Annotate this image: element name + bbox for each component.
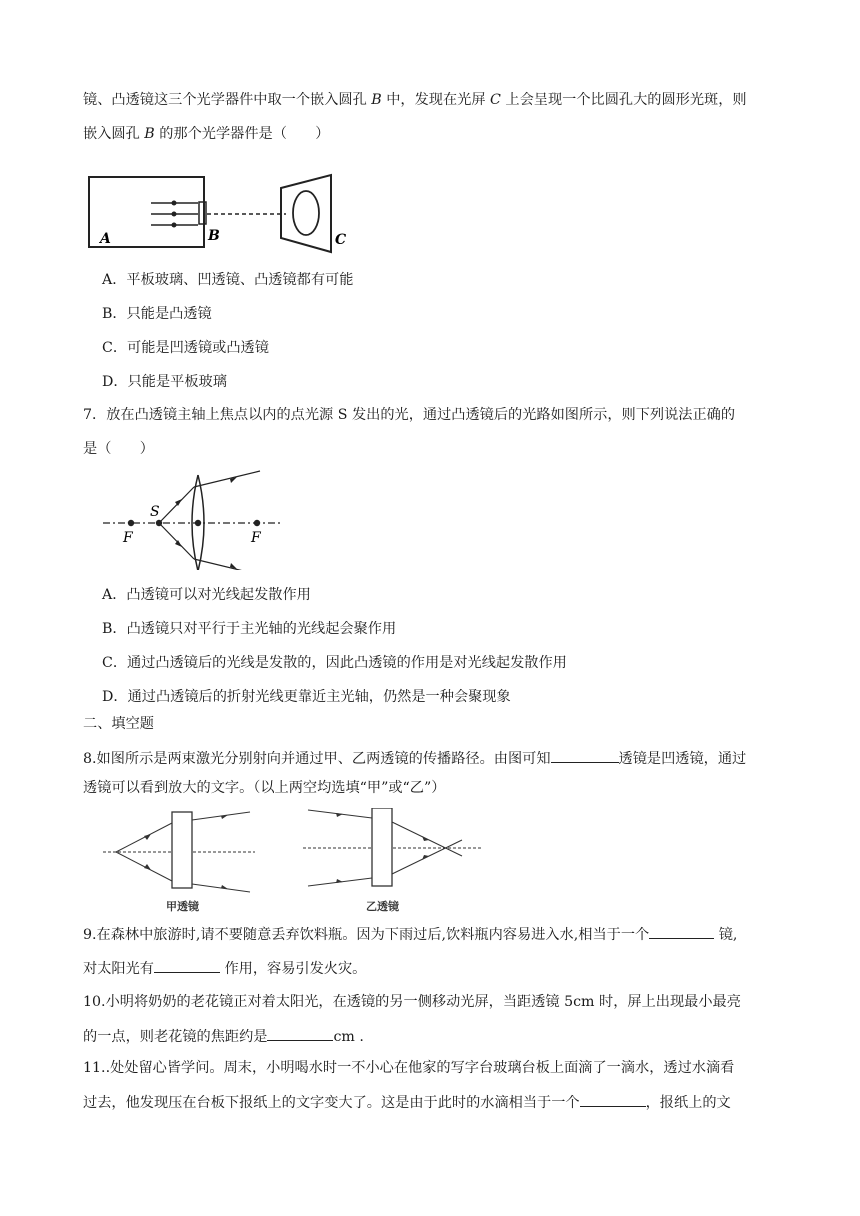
q10-line2: 的一点，则老花镜的焦距约是 cm . (83, 1026, 790, 1047)
fig-label-s: S (150, 504, 160, 520)
q6-stem-line1: 镜、凸透镜这三个光学器件中取一个嵌入圆孔 B 中，发现在光屏 C 上会呈现一个比圆孔大的圆形光斑，则 (83, 92, 747, 108)
q10-line1: 10.小明将奶奶的老花镜正对着太阳光，在透镜的另一侧移动光屏，当距透镜 5cm 时，屏上出现最小最亮 (83, 994, 741, 1010)
fig-label-a: A (100, 231, 111, 247)
q6-figure (86, 170, 356, 254)
q6-option-b[interactable]: B．只能是凸透镜 (102, 306, 212, 322)
fig-label-f-right: F (251, 530, 261, 546)
q8-figure-jia (100, 808, 260, 916)
q8-line1: 8.如图所示是两束激光分别射向并通过甲、乙两透镜的传播路径。由图可知 透镜是凹透镜，通过 (83, 748, 790, 769)
q8-line2: 透镜可以看到放大的文字。（以上两空均选填“甲”或“乙”） (83, 780, 446, 796)
q6-stem-line2: 嵌入圆孔 B 的那个光学器件是（ ） (83, 126, 330, 142)
q11-line1: 11..处处留心皆学问。周末，小明喝水时一不小心在他家的写字台玻璃台板上面滴了一滴水，透过水滴看 (83, 1060, 735, 1076)
q7-figure (100, 470, 290, 570)
q9-line1: 9.在森林中旅游时,请不要随意丢弃饮料瓶。因为下雨过后,饮料瓶内容易进入水,相当于一个 镜, (83, 924, 737, 945)
fig-label-b: B (208, 228, 220, 244)
q10-blank-1[interactable] (267, 1026, 333, 1041)
q8-label-jia: 甲透镜 (166, 900, 199, 913)
q7-stem-line2: 是（ ） (83, 441, 154, 457)
q7-option-b[interactable]: B．凸透镜只对平行于主光轴的光线起会聚作用 (102, 621, 397, 637)
q8-label-yi: 乙透镜 (366, 900, 399, 913)
q9-line2: 对太阳光有 作用，容易引发火灾。 (83, 958, 790, 979)
q9-blank-2[interactable] (154, 958, 220, 973)
q6-option-d[interactable]: D．只能是平板玻璃 (102, 374, 227, 390)
q6-option-c[interactable]: C．可能是凹透镜或凸透镜 (102, 340, 269, 356)
q8-figure-yi (300, 808, 490, 916)
q9-blank-1[interactable] (649, 924, 714, 939)
fig-label-f-left: F (123, 530, 133, 546)
q7-option-a[interactable]: A．凸透镜可以对光线起发散作用 (102, 587, 311, 603)
q11-blank-1[interactable] (580, 1092, 646, 1107)
q7-stem-line1: 7．放在凸透镜主轴上焦点以内的点光源 S 发出的光，通过凸透镜后的光路如图所示，则下列说法正确的 (83, 407, 736, 423)
section-title: 二、填空题 (83, 716, 154, 732)
q7-option-c[interactable]: C．通过凸透镜后的光线是发散的，因此凸透镜的作用是对光线起发散作用 (102, 655, 567, 671)
q6-option-a[interactable]: A．平板玻璃、凹透镜、凸透镜都有可能 (102, 272, 354, 288)
fig-label-c: C (335, 232, 347, 248)
q8-blank-1[interactable] (551, 748, 619, 763)
q7-option-d[interactable]: D．通过凸透镜后的折射光线更靠近主光轴，仍然是一种会聚现象 (102, 689, 511, 705)
q11-line2: 过去，他发现压在台板下报纸上的文字变大了。这是由于此时的水滴相当于一个 ，报纸上的文 (83, 1092, 790, 1113)
